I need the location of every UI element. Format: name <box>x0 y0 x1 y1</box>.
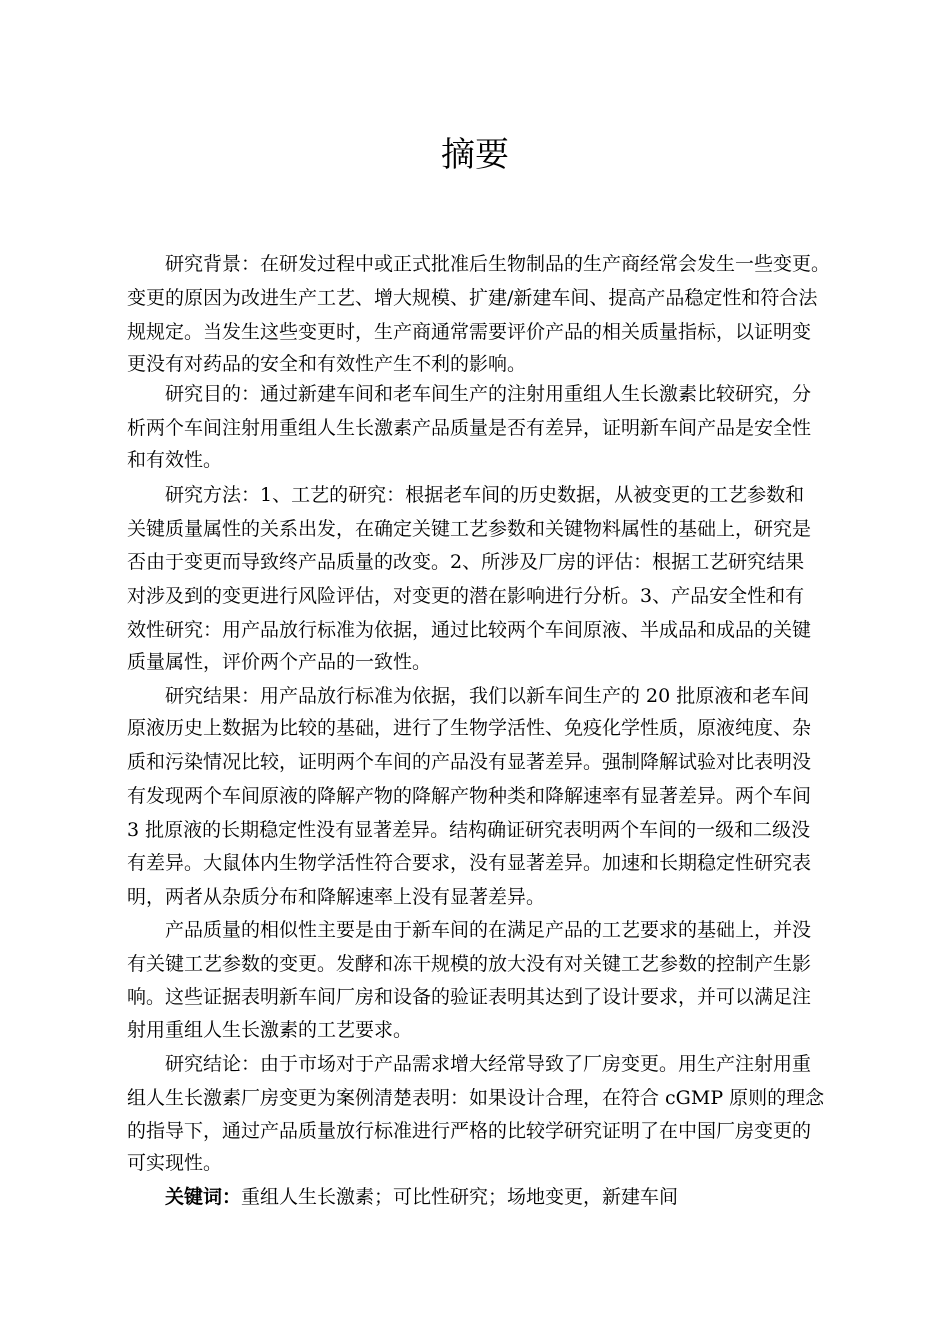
paragraph-line: 响。这些证据表明新车间厂房和设备的验证表明其达到了设计要求，并可以满足注 <box>127 986 812 1008</box>
keywords-text: 重组人生长激素；可比性研究；场地变更，新建车间 <box>241 1186 679 1208</box>
page-title: 摘要 <box>441 135 509 175</box>
paragraph-line: 研究目的：通过新建车间和老车间生产的注射用重组人生长激素比较研究，分 <box>165 383 812 405</box>
paragraph-line: 质量属性，评价两个产品的一致性。 <box>127 651 432 673</box>
paragraph-line: 组人生长激素厂房变更为案例清楚表明：如果设计合理，在符合 cGMP 原则的理念 <box>127 1087 825 1109</box>
paragraph-line: 效性研究：用产品放行标准为依据，通过比较两个车间原液、半成品和成品的关键 <box>127 619 812 641</box>
paragraph-line: 3 批原液的长期稳定性没有显著差异。结构确证研究表明两个车间的一级和二级没 <box>127 819 811 841</box>
paragraph-line: 可实现性。 <box>127 1152 223 1174</box>
paragraph-line: 研究结果：用产品放行标准为依据，我们以新车间生产的 20 批原液和老车间 <box>165 685 810 707</box>
paragraph-line: 关键质量属性的关系出发，在确定关键工艺参数和关键物料属性的基础上，研究是 <box>127 518 812 540</box>
keywords-line <box>165 1180 827 1214</box>
paragraph-line: 质和污染情况比较，证明两个车间的产品没有显著差异。强制降解试验对比表明没 <box>127 751 812 773</box>
paragraph-line: 否由于变更而导致终产品质量的改变。2、所涉及厂房的评估：根据工艺研究结果 <box>127 551 805 573</box>
keywords-label: 关键词： <box>165 1186 242 1208</box>
paragraph-line: 产品质量的相似性主要是由于新车间的在满足产品的工艺要求的基础上，并没 <box>165 919 812 941</box>
paragraph-line: 对涉及到的变更进行风险评估，对变更的潜在影响进行分析。3、产品安全性和有 <box>127 585 805 607</box>
paragraph-line: 研究背景：在研发过程中或正式批准后生物制品的生产商经常会发生一些变更。 <box>165 253 831 275</box>
paragraph-line: 有发现两个车间原液的降解产物的降解产物种类和降解速率有显著差异。两个车间 <box>127 785 812 807</box>
paragraph-line: 变更的原因为改进生产工艺、增大规模、扩建/新建车间、提高产品稳定性和符合法 <box>127 287 818 309</box>
paragraph-line: 研究结论：由于市场对于产品需求增大经常导致了厂房变更。用生产注射用重 <box>165 1053 812 1075</box>
paragraph-line: 的指导下，通过产品质量放行标准进行严格的比较学研究证明了在中国厂房变更的 <box>127 1120 812 1142</box>
paragraph-line: 和有效性。 <box>127 449 223 471</box>
paragraph-line: 明，两者从杂质分布和降解速率上没有显著差异。 <box>127 886 546 908</box>
paragraph-line: 析两个车间注射用重组人生长激素产品质量是否有差异，证明新车间产品是安全性 <box>127 417 812 439</box>
paragraph-line: 研究方法：1、工艺的研究：根据老车间的历史数据，从被变更的工艺参数和 <box>165 484 805 506</box>
paragraph-line: 有关键工艺参数的变更。发酵和冻干规模的放大没有对关键工艺参数的控制产生影 <box>127 953 812 975</box>
paragraph-line: 原液历史上数据为比较的基础，进行了生物学活性、免疫化学性质，原液纯度、杂 <box>127 717 812 739</box>
paragraph-line: 规规定。当发生这些变更时，生产商通常需要评价产品的相关质量指标，以证明变 <box>127 321 812 343</box>
paragraph-line: 有差异。大鼠体内生物学活性符合要求，没有显著差异。加速和长期稳定性研究表 <box>127 852 812 874</box>
paragraph-line: 射用重组人生长激素的工艺要求。 <box>127 1019 413 1041</box>
paragraph-line: 更没有对药品的安全和有效性产生不利的影响。 <box>127 353 527 375</box>
